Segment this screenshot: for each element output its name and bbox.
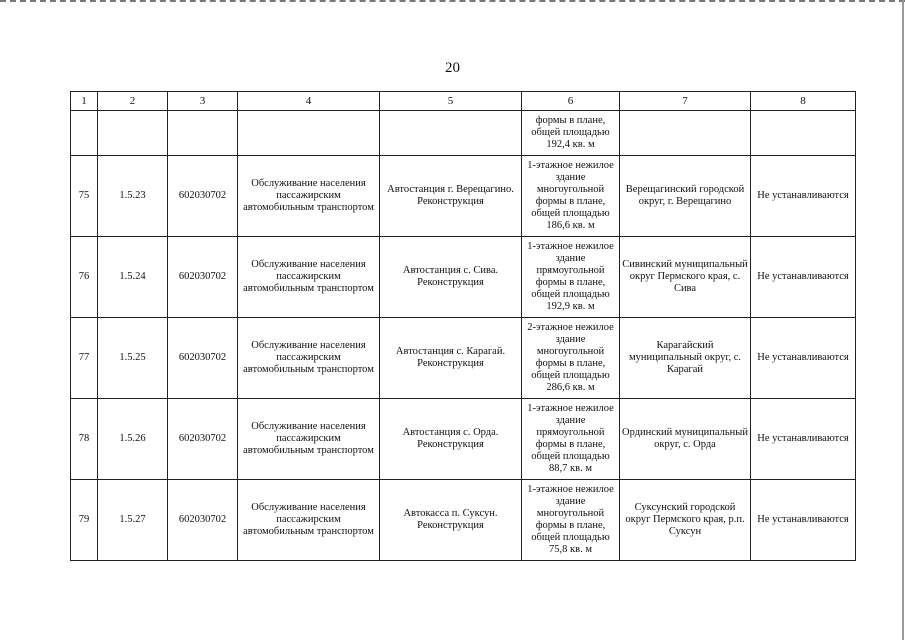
row-number-cell: 79 <box>71 480 98 561</box>
code-cell: 1.5.24 <box>98 237 168 318</box>
location-cell: Сивинский муниципальный округ Пермского края, с. Сива <box>620 237 751 318</box>
page-number: 20 <box>445 60 460 76</box>
purpose-cell: Обслуживание населения пассажирским автомобильным транспортом <box>238 480 380 561</box>
zones-cell: Не устанавливаются <box>751 237 856 318</box>
location-cell: Карагайский муниципальный округ, с. Карагай <box>620 318 751 399</box>
empty-cell <box>98 111 168 156</box>
code-cell: 1.5.23 <box>98 156 168 237</box>
scan-edge-top <box>0 0 905 6</box>
zones-cell: Не устанавливаются <box>751 399 856 480</box>
column-number-7: 7 <box>620 92 751 111</box>
table-row <box>71 237 856 318</box>
object-cell: Автокасса п. Суксун. Реконструкция <box>380 480 522 561</box>
okved-cell: 602030702 <box>168 318 238 399</box>
object-cell: Автостанция с. Карагай. Реконструкция <box>380 318 522 399</box>
purpose-cell: Обслуживание населения пассажирским автомобильным транспортом <box>238 156 380 237</box>
row-number-cell: 76 <box>71 237 98 318</box>
table-row <box>71 480 856 561</box>
description-cell: 1-этажное нежилое здание многоугольной формы в плане, общей площадью 75,8 кв. м <box>522 480 620 561</box>
description-cell: 1-этажное нежилое здание прямоугольной формы в плане, общей площадью 88,7 кв. м <box>522 399 620 480</box>
okved-cell: 602030702 <box>168 237 238 318</box>
object-cell: Автостанция с. Сива. Реконструкция <box>380 237 522 318</box>
table-row <box>71 399 856 480</box>
purpose-cell: Обслуживание населения пассажирским автомобильным транспортом <box>238 318 380 399</box>
scan-edge-right <box>902 0 904 640</box>
code-cell: 1.5.27 <box>98 480 168 561</box>
column-number-5: 5 <box>380 92 522 111</box>
okved-cell: 602030702 <box>168 480 238 561</box>
location-cell: Ординский муниципальный округ, с. Орда <box>620 399 751 480</box>
continuation-row <box>71 111 856 156</box>
empty-cell <box>380 111 522 156</box>
okved-cell: 602030702 <box>168 399 238 480</box>
empty-cell <box>168 111 238 156</box>
empty-cell <box>620 111 751 156</box>
object-cell: Автостанция г. Верещагино. Реконструкция <box>380 156 522 237</box>
okved-cell: 602030702 <box>168 156 238 237</box>
zones-cell: Не устанавливаются <box>751 156 856 237</box>
column-number-3: 3 <box>168 92 238 111</box>
description-cell: формы в плане, общей площадью 192,4 кв. м <box>522 111 620 156</box>
table-row <box>71 318 856 399</box>
empty-cell <box>71 111 98 156</box>
column-number-4: 4 <box>238 92 380 111</box>
row-number-cell: 78 <box>71 399 98 480</box>
location-cell: Суксунский городской округ Пермского края, р.п. Суксун <box>620 480 751 561</box>
row-number-cell: 75 <box>71 156 98 237</box>
code-cell: 1.5.25 <box>98 318 168 399</box>
table-row <box>71 156 856 237</box>
column-number-2: 2 <box>98 92 168 111</box>
column-number-row <box>71 92 856 111</box>
object-cell: Автостанция с. Орда. Реконструкция <box>380 399 522 480</box>
zones-cell: Не устанавливаются <box>751 480 856 561</box>
empty-cell <box>751 111 856 156</box>
location-cell: Верещагинский городской округ, г. Верещагино <box>620 156 751 237</box>
zones-cell: Не устанавливаются <box>751 318 856 399</box>
row-number-cell: 77 <box>71 318 98 399</box>
column-number-6: 6 <box>522 92 620 111</box>
objects-table <box>70 91 856 561</box>
description-cell: 1-этажное нежилое здание многоугольной формы в плане, общей площадью 186,6 кв. м <box>522 156 620 237</box>
code-cell: 1.5.26 <box>98 399 168 480</box>
purpose-cell: Обслуживание населения пассажирским автомобильным транспортом <box>238 399 380 480</box>
description-cell: 1-этажное нежилое здание прямоугольной формы в плане, общей площадью 192,9 кв. м <box>522 237 620 318</box>
description-cell: 2-этажное нежилое здание многоугольной формы в плане, общей площадью 286,6 кв. м <box>522 318 620 399</box>
column-number-1: 1 <box>71 92 98 111</box>
empty-cell <box>238 111 380 156</box>
column-number-8: 8 <box>751 92 856 111</box>
purpose-cell: Обслуживание населения пассажирским автомобильным транспортом <box>238 237 380 318</box>
